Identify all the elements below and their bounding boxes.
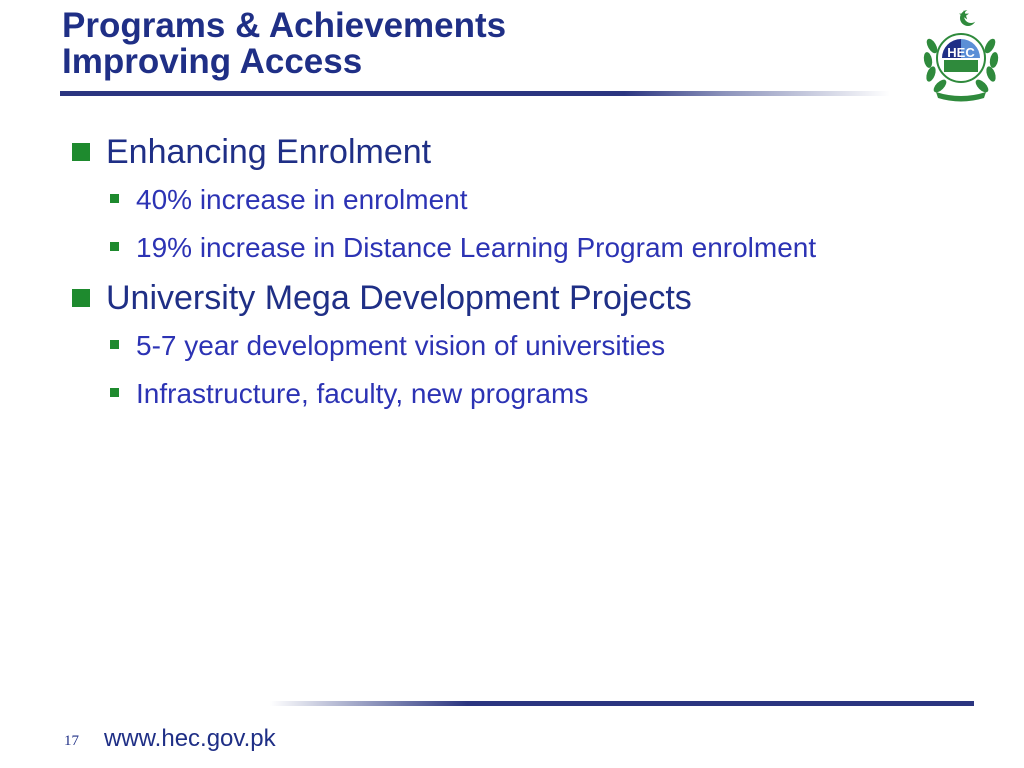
logo-text: HEC [947, 45, 975, 60]
sub-bullet-text: 19% increase in Distance Learning Program enrolment [136, 232, 817, 263]
bullet-heading: Enhancing Enrolment [106, 133, 432, 171]
title-line-1: Programs & Achievements [62, 6, 507, 45]
sub-bullet-item [106, 228, 836, 268]
sub-bullet-text: 5-7 year development vision of universities [136, 330, 666, 361]
sub-bullet-text: 40% increase in enrolment [136, 184, 468, 215]
page-number: 17 [64, 733, 79, 749]
square-bullet-icon [110, 388, 119, 397]
footer-divider [270, 701, 974, 706]
square-bullet-icon [110, 242, 119, 251]
title-divider [60, 91, 890, 96]
title-line-2: Improving Access [62, 42, 363, 81]
sub-bullet-text: Infrastructure, faculty, new programs [136, 378, 589, 409]
square-bullet-icon [72, 289, 90, 307]
square-bullet-icon [110, 194, 119, 203]
sub-bullet-item [106, 180, 836, 220]
square-bullet-icon [72, 143, 90, 161]
slide-title [62, 8, 506, 80]
sub-bullet-item [106, 326, 836, 366]
sub-bullet-item [106, 374, 836, 414]
footer-website-link[interactable]: www.hec.gov.pk [104, 725, 276, 752]
bullet-item-enhancing-enrolment [70, 130, 970, 174]
bullet-heading: University Mega Development Projects [106, 279, 692, 317]
square-bullet-icon [110, 340, 119, 349]
bullet-item-mega-projects [70, 276, 970, 320]
hec-emblem-icon [918, 6, 1004, 102]
slide-body [70, 130, 970, 422]
